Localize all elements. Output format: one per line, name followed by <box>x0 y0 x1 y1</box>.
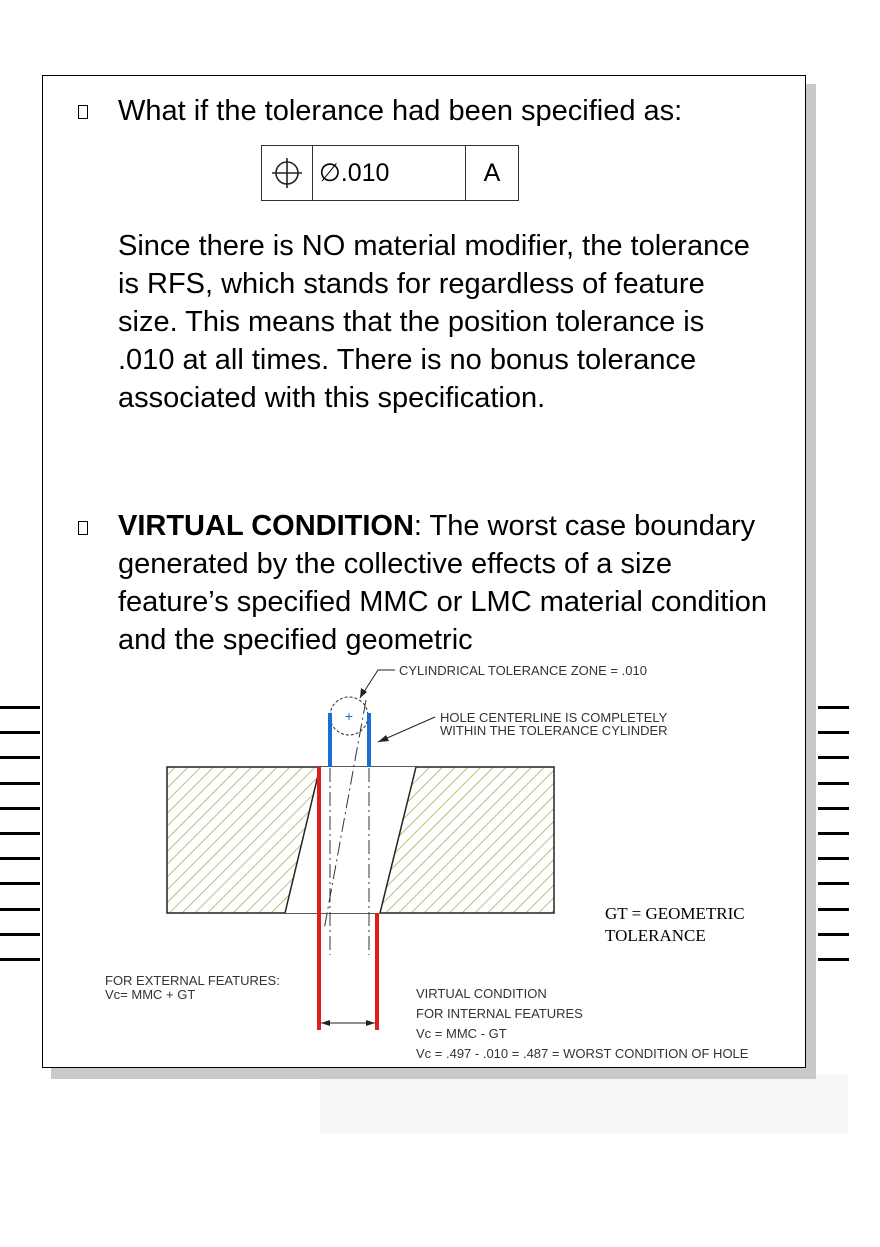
virtual-condition-term: VIRTUAL CONDITION <box>118 510 414 542</box>
datum-reference: A <box>483 158 501 187</box>
vc-label-2: FOR INTERNAL FEATURES <box>416 1006 583 1021</box>
external-label-1: FOR EXTERNAL FEATURES: <box>105 973 280 988</box>
arrowhead-right <box>366 1020 375 1026</box>
zone-leader <box>360 670 395 698</box>
zone-label: CYLINDRICAL TOLERANCE ZONE = .010 <box>399 663 647 678</box>
vc-label-3: Vc = MMC - GT <box>416 1026 507 1041</box>
external-label-2: Vc= MMC + GT <box>105 987 196 1002</box>
centerline-leader-arrowhead <box>378 735 389 742</box>
centerline-label-1: HOLE CENTERLINE IS COMPLETELY <box>440 710 668 725</box>
virtual-condition-body: : The worst case boundary generated by the collective effects of a size feature’s specified MMC or LMC material condition and the specified geometric <box>118 510 768 656</box>
arrowhead-left <box>321 1020 330 1026</box>
rfs-explanation: Since there is NO material modifier, the tolerance is RFS, which stands for regardless of feature size. This means that the position tolerance is .010 at all times. There is no bonus tolerance associated with this specification. <box>118 230 750 414</box>
gt-note: GT = GEOMETRIC TOLERANCE <box>605 904 745 945</box>
centerline-label-2: WITHIN THE TOLERANCE CYLINDER <box>440 723 668 738</box>
vc-label-4: Vc = .497 - .010 = .487 = WORST CONDITION OF HOLE <box>416 1046 749 1061</box>
vc-label-1: VIRTUAL CONDITION <box>416 986 547 1001</box>
tolerance-value: ∅.010 <box>313 146 466 200</box>
question-text: What if the tolerance had been specified as: <box>118 95 683 127</box>
zone-center-plus-icon: + <box>344 708 354 724</box>
